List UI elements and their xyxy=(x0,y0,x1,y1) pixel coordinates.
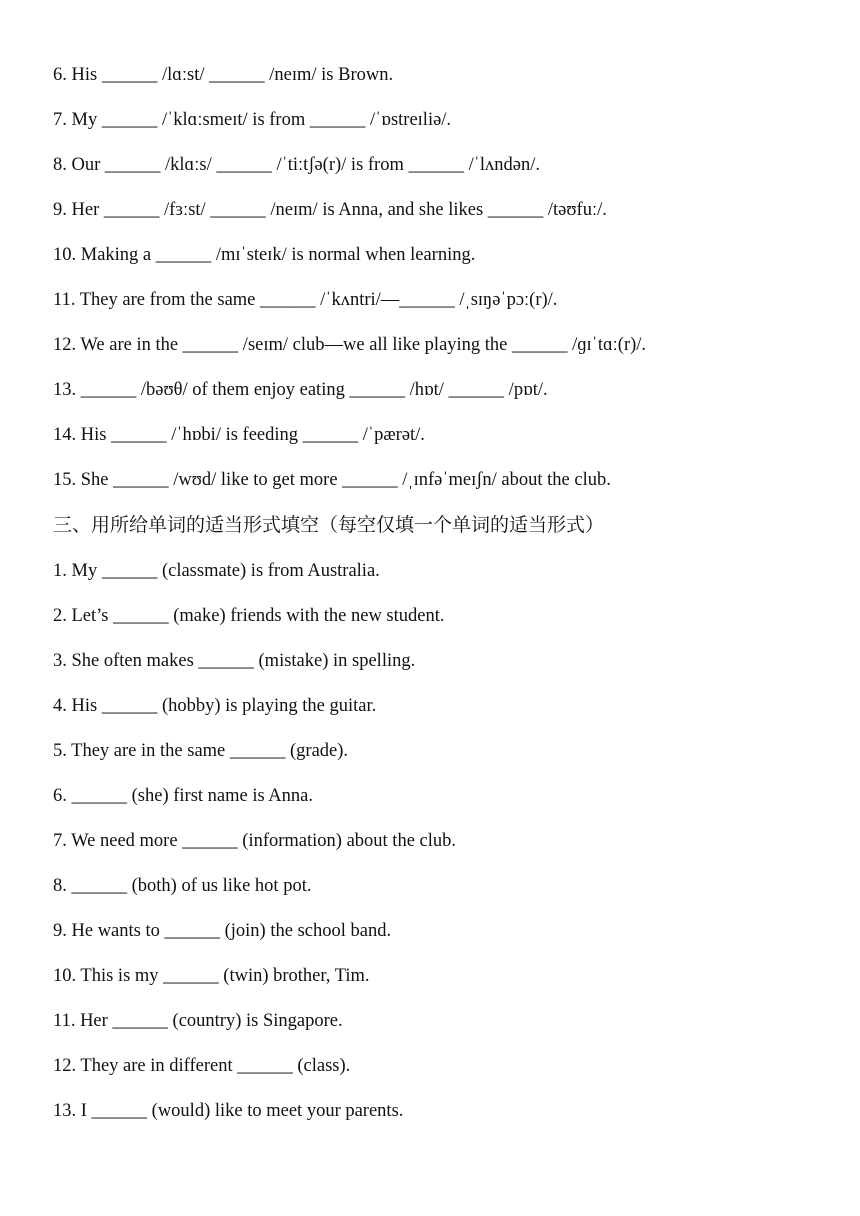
section-heading: 三、用所给单词的适当形式填空（每空仅填一个单词的适当形式） xyxy=(53,514,605,536)
phonetic-item: 11. They are from the same ______ /ˈkʌntri/—______ /ˌsɪŋəˈpɔː(r)/. xyxy=(53,290,558,310)
form-item: 8. ______ (both) of us like hot pot. xyxy=(53,876,312,896)
phonetic-item: 6. His ______ /lɑːst/ ______ /neɪm/ is Brown. xyxy=(53,65,394,85)
form-item: 11. Her ______ (country) is Singapore. xyxy=(53,1011,343,1031)
form-item: 6. ______ (she) first name is Anna. xyxy=(53,786,313,806)
form-item: 3. She often makes ______ (mistake) in spelling. xyxy=(53,651,416,671)
phonetic-item: 9. Her ______ /fɜːst/ ______ /neɪm/ is Anna, and she likes ______ /təʊfuː/. xyxy=(53,200,607,220)
phonetic-item: 13. ______ /bəʊθ/ of them enjoy eating ______ /hɒt/ ______ /pɒt/. xyxy=(53,380,548,400)
phonetic-item: 7. My ______ /ˈklɑːsmeɪt/ is from ______ /ˈɒstreɪliə/. xyxy=(53,110,452,130)
form-item: 7. We need more ______ (information) about the club. xyxy=(53,831,457,851)
phonetic-item: 14. His ______ /ˈhɒbi/ is feeding ______ /ˈpærət/. xyxy=(53,425,425,445)
form-item: 10. This is my ______ (twin) brother, Tim. xyxy=(53,966,370,986)
form-item: 12. They are in different ______ (class). xyxy=(53,1056,351,1076)
phonetic-item: 10. Making a ______ /mɪˈsteɪk/ is normal when learning. xyxy=(53,245,476,265)
form-item: 9. He wants to ______ (join) the school band. xyxy=(53,921,392,941)
form-item: 13. I ______ (would) like to meet your parents. xyxy=(53,1101,404,1121)
form-item: 5. They are in the same ______ (grade). xyxy=(53,741,349,761)
form-item: 1. My ______ (classmate) is from Australia. xyxy=(53,561,380,581)
form-item: 2. Let’s ______ (make) friends with the new student. xyxy=(53,606,445,626)
form-item: 4. His ______ (hobby) is playing the guitar. xyxy=(53,696,377,716)
phonetic-item: 12. We are in the ______ /seɪm/ club—we all like playing the ______ /ɡɪˈtɑː(r)/. xyxy=(53,335,647,355)
phonetic-item: 8. Our ______ /klɑːs/ ______ /ˈtiːtʃə(r)/ is from ______ /ˈlʌndən/. xyxy=(53,155,541,175)
phonetic-item: 15. She ______ /wʊd/ like to get more ______ /ˌɪnfəˈmeɪʃn/ about the club. xyxy=(53,470,611,490)
